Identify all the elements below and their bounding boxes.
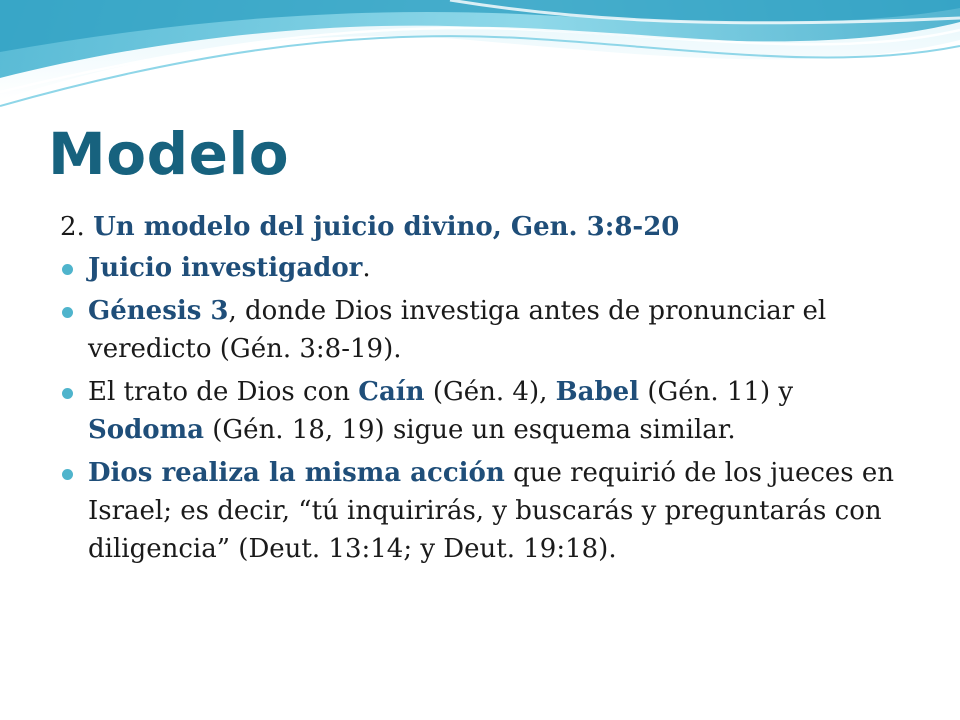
subheading-text: Un modelo del juicio divino, Gen. 3:8-20 <box>93 212 680 242</box>
bullet-text: , donde Dios investiga antes de pronunciar el veredicto (Gén. 3:8-19). <box>88 296 827 364</box>
bullet-text: El trato de Dios con <box>88 377 359 407</box>
bullet-dot-icon <box>62 307 73 318</box>
slide-body <box>58 208 908 573</box>
bullet-highlight-text: Sodoma <box>88 415 204 445</box>
bullet-item <box>58 249 908 287</box>
bullet-highlight-text: Juicio investigador <box>88 253 363 283</box>
bullet-item <box>58 292 908 368</box>
subheading-number: 2. <box>60 212 85 242</box>
bullet-list <box>58 249 908 568</box>
bullet-text: . <box>362 253 371 283</box>
bullet-highlight-text: Dios realiza la misma acción <box>88 458 505 488</box>
bullet-text: (Gén. 18, 19) sigue un esquema similar. <box>204 415 736 445</box>
bullet-item <box>58 373 908 449</box>
bullet-highlight-text: Génesis 3 <box>88 296 229 326</box>
bullet-dot-icon <box>62 388 73 399</box>
bullet-item <box>58 454 908 568</box>
subheading <box>58 208 908 246</box>
bullet-text: (Gén. 11) y <box>639 377 794 407</box>
bullet-highlight-text: Babel <box>555 377 640 407</box>
bullet-dot-icon <box>62 264 73 275</box>
bullet-dot-icon <box>62 469 73 480</box>
slide-title: Modelo <box>48 120 290 188</box>
bullet-text: (Gén. 4), <box>424 377 556 407</box>
bullet-text: que requirió de los jueces en Israel; es decir, “tú inquirirás, y buscarás y preguntarás con diligencia” (Deut. 13:14; y Deut. 19:18). <box>88 458 895 564</box>
bullet-highlight-text: Caín <box>358 377 425 407</box>
